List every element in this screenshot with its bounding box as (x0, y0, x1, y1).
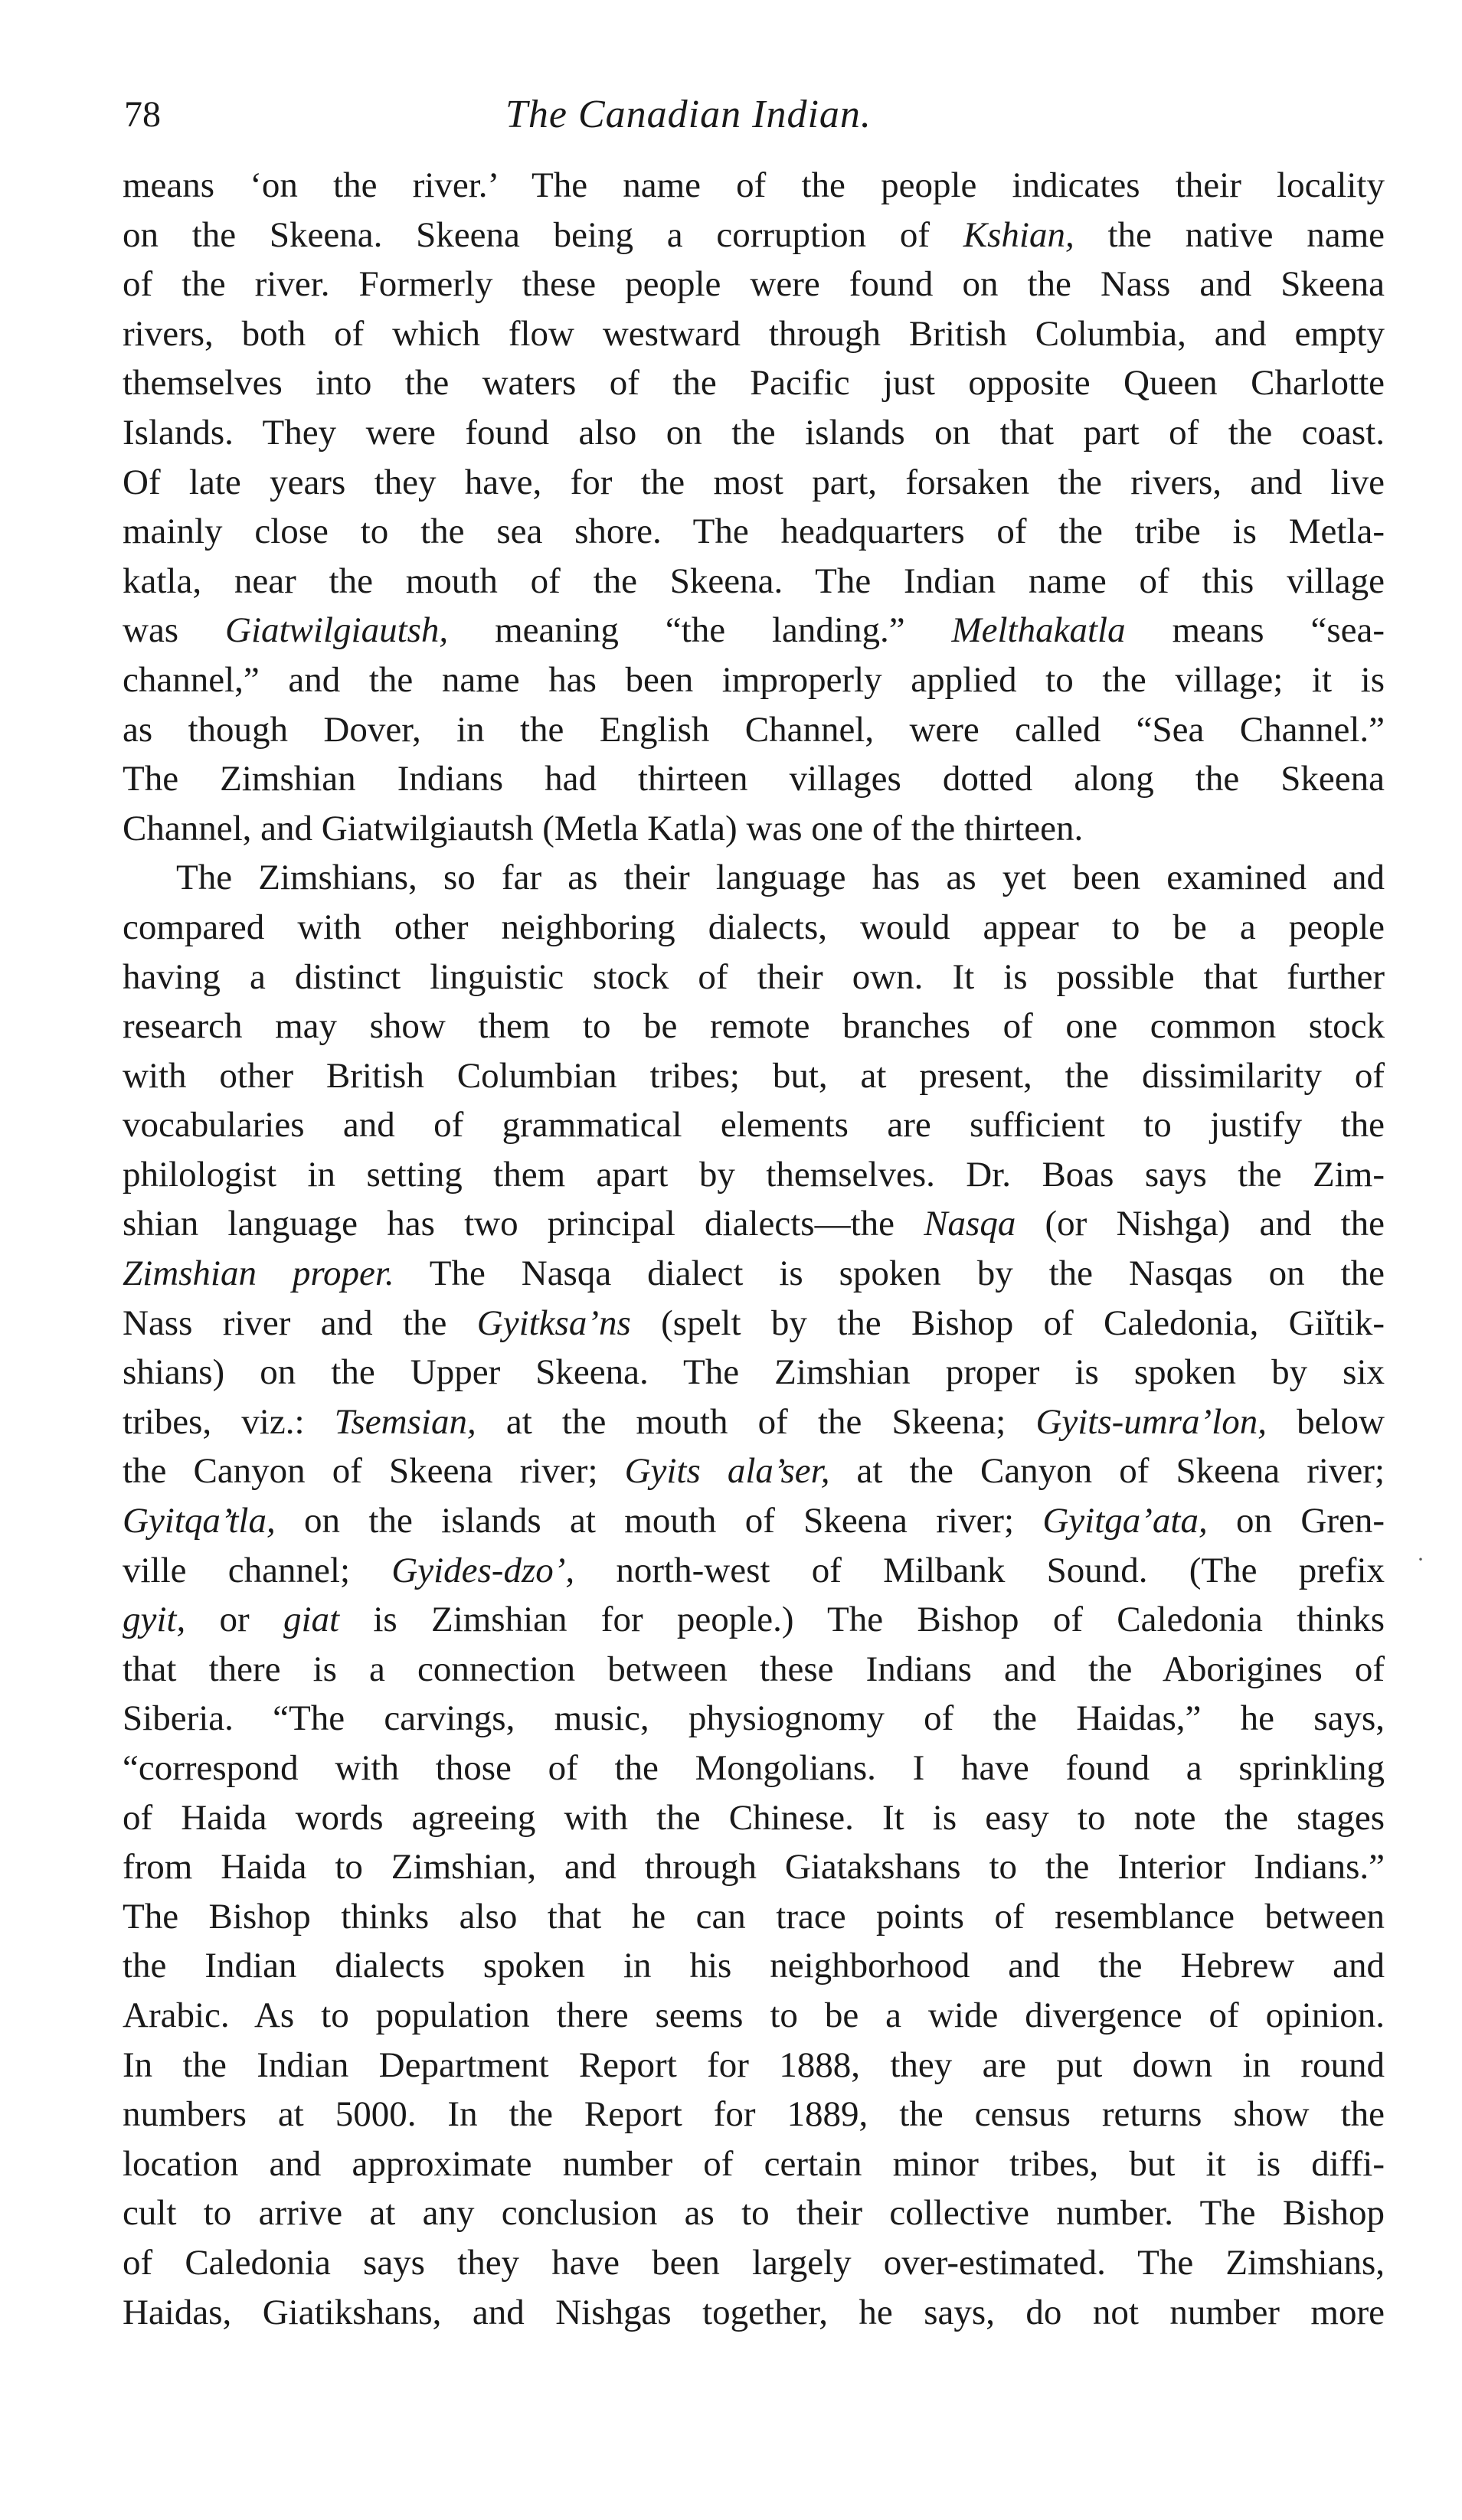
text-run: having a distinct linguistic stock of their own. It is possible that further (123, 956, 1385, 997)
text-run: Of late years they have, for the most part, forsaken the rivers, and live (123, 462, 1385, 502)
text-run: north-west of Milbank Sound. (The prefix (574, 1550, 1385, 1590)
italic-text: Gyits ala’ser, (624, 1451, 830, 1492)
text-line (123, 1744, 1385, 1793)
italic-text: Zimshian proper. (123, 1253, 394, 1294)
text-line (123, 458, 1385, 508)
italic-text: Gyitga’ata, (1042, 1501, 1208, 1541)
text-line (123, 1249, 1385, 1299)
italic-text: gyit, (123, 1600, 186, 1640)
body-text (123, 161, 1385, 2337)
text-line (123, 1694, 1385, 1744)
text-run: themselves into the waters of the Pacific just opposite Queen Charlotte (123, 363, 1385, 404)
text-run: tribes, viz.: (123, 1401, 335, 1442)
text-run: at the mouth of the Skeena; (476, 1401, 1036, 1442)
text-line (123, 1199, 1385, 1249)
text-line (123, 557, 1385, 606)
text-line (123, 1793, 1385, 1843)
text-line (123, 606, 1385, 655)
text-run: from Haida to Zimshian, and through Giatakshans to the Interior Indians.” (123, 1847, 1385, 1888)
text-run: mainly close to the sea shore. The headquarters of the tribe is Metla- (123, 512, 1385, 552)
text-run: means ‘on the river.’ The name of the people indicates their locality (123, 165, 1385, 205)
text-run: research may show them to be remote branches of one common stock (123, 1006, 1385, 1047)
text-run: on the islands at mouth of Skeena river; (275, 1501, 1043, 1541)
text-line (123, 1496, 1385, 1546)
text-run: Siberia. “The carvings, music, physiognomy of the Haidas,” he says, (123, 1698, 1385, 1739)
text-run: In the Indian Department Report for 1888, they are put down in round (123, 2044, 1385, 2085)
text-line (123, 1595, 1385, 1645)
text-run: Channel, and Giatwilgiautsh (Metla Katla) was one of the thirteen. (123, 808, 1084, 848)
text-line (123, 1051, 1385, 1101)
text-run: katla, near the mouth of the Skeena. The Indian name of this village (123, 561, 1385, 601)
text-line (123, 754, 1385, 804)
text-run: shians) on the Upper Skeena. The Zimshian proper is spoken by six (123, 1352, 1385, 1393)
italic-text: Gyides-dzo’, (391, 1550, 575, 1590)
text-line (123, 507, 1385, 557)
text-line (123, 1645, 1385, 1695)
text-line (123, 161, 1385, 211)
text-line (123, 309, 1385, 359)
italic-text: Gyitksa’ns (476, 1302, 631, 1343)
italic-text: giat (283, 1600, 340, 1640)
text-run: on Gren- (1207, 1501, 1385, 1541)
text-run: on the Skeena. Skeena being a corruption of (123, 214, 963, 255)
text-line (123, 804, 1385, 854)
text-run: location and approximate number of certain minor tribes, but it is diffi- (123, 2143, 1385, 2184)
page-number: 78 (124, 94, 161, 135)
italic-text: Kshian, (963, 214, 1074, 255)
text-run: Nass river and the (123, 1302, 477, 1343)
text-line (123, 1397, 1385, 1447)
text-line (123, 260, 1385, 309)
running-title: The Canadian Indian. (505, 93, 872, 136)
text-run: compared with other neighboring dialects, would appear to be a people (123, 907, 1385, 947)
text-run: vocabularies and of grammatical elements are sufficient to justify the (123, 1105, 1385, 1146)
text-run: or (185, 1600, 283, 1640)
text-line (123, 1941, 1385, 1991)
italic-text: Giatwilgiautsh, (225, 610, 449, 651)
text-line (123, 953, 1385, 1002)
text-run: was (123, 610, 225, 651)
text-run: as though Dover, in the English Channel, were called “Sea Channel.” (123, 709, 1385, 750)
text-run: ville channel; (123, 1550, 392, 1590)
text-line (123, 1546, 1385, 1596)
text-line (123, 655, 1385, 705)
text-line (123, 1100, 1385, 1150)
margin-mark: · (1417, 1547, 1424, 1572)
text-line (123, 1892, 1385, 1942)
text-run: at the Canyon of Skeena river; (829, 1451, 1385, 1492)
text-run: of Haida words agreeing with the Chinese. It is easy to note the stages (123, 1797, 1385, 1838)
text-run: rivers, both of which flow westward through British Columbia, and empty (123, 313, 1385, 354)
text-run: with other British Columbian tribes; but, at present, the dissimilarity of (123, 1055, 1385, 1096)
text-line (123, 358, 1385, 408)
text-run: “correspond with those of the Mongolians. I have found a sprinkling (123, 1748, 1385, 1788)
text-line (123, 1002, 1385, 1051)
text-line (123, 1991, 1385, 2041)
text-line (123, 2090, 1385, 2139)
text-run: The Bishop thinks also that he can trace points of resemblance between (123, 1896, 1385, 1937)
text-run: shian language has two principal dialects—the (123, 1204, 924, 1244)
text-line (123, 2188, 1385, 2238)
text-run: channel,” and the name has been improperly applied to the village; it is (123, 659, 1385, 700)
text-line (123, 853, 1385, 903)
text-run: that there is a connection between these Indians and the Aborigines of (123, 1649, 1385, 1689)
text-run: below (1267, 1401, 1385, 1442)
text-line (123, 2288, 1385, 2338)
text-line (123, 1150, 1385, 1200)
text-run: is Zimshian for people.) The Bishop of Caledonia thinks (339, 1600, 1385, 1640)
italic-text: Gyits-umra’lon, (1035, 1401, 1267, 1442)
text-line (123, 1842, 1385, 1892)
text-run: Haidas, Giatikshans, and Nishgas together, he says, do not number more (123, 2292, 1385, 2332)
text-run: The Zimshian Indians had thirteen villages dotted along the Skeena (123, 759, 1385, 799)
text-line (123, 408, 1385, 458)
text-run: the native name (1074, 214, 1385, 255)
text-line (123, 1348, 1385, 1397)
text-line (123, 211, 1385, 260)
text-run: Arabic. As to population there seems to be a wide divergence of opinion. (123, 1995, 1385, 2035)
text-line (123, 903, 1385, 953)
text-run: cult to arrive at any conclusion as to their collective number. The Bishop (123, 2193, 1385, 2234)
text-run: numbers at 5000. In the Report for 1889, the census returns show the (123, 2094, 1385, 2135)
text-line (123, 2041, 1385, 2090)
text-run: meaning “the landing.” (448, 610, 952, 651)
text-line (123, 1299, 1385, 1348)
text-line (123, 705, 1385, 755)
text-run: means “sea- (1125, 610, 1385, 651)
text-run: philologist in setting them apart by themselves. Dr. Boas says the Zim- (123, 1154, 1385, 1195)
text-run: the Indian dialects spoken in his neighborhood and the Hebrew and (123, 1946, 1385, 1986)
text-run: of Caledonia says they have been largely over-estimated. The Zimshians, (123, 2242, 1385, 2283)
text-run: The Zimshians, so far as their language has as yet been examined and (176, 858, 1385, 898)
italic-text: Gyitqa’tla, (123, 1501, 276, 1541)
italic-text: Tsemsian, (334, 1401, 476, 1442)
text-line (123, 2238, 1385, 2288)
text-run: Islands. They were found also on the islands on that part of the coast. (123, 412, 1385, 453)
text-run: (or Nishga) and the (1016, 1204, 1385, 1244)
text-line (123, 2139, 1385, 2189)
text-line (123, 1446, 1385, 1496)
text-run: the Canyon of Skeena river; (123, 1451, 625, 1492)
text-run: The Nasqa dialect is spoken by the Nasqas on the (394, 1253, 1385, 1294)
text-run: of the river. Formerly these people were found on the Nass and Skeena (123, 264, 1385, 305)
page-header (0, 92, 1462, 153)
italic-text: Melthakatla (951, 610, 1126, 651)
text-run: (spelt by the Bishop of Caledonia, Giĭtik- (630, 1302, 1385, 1343)
italic-text: Nasqa (924, 1204, 1016, 1244)
